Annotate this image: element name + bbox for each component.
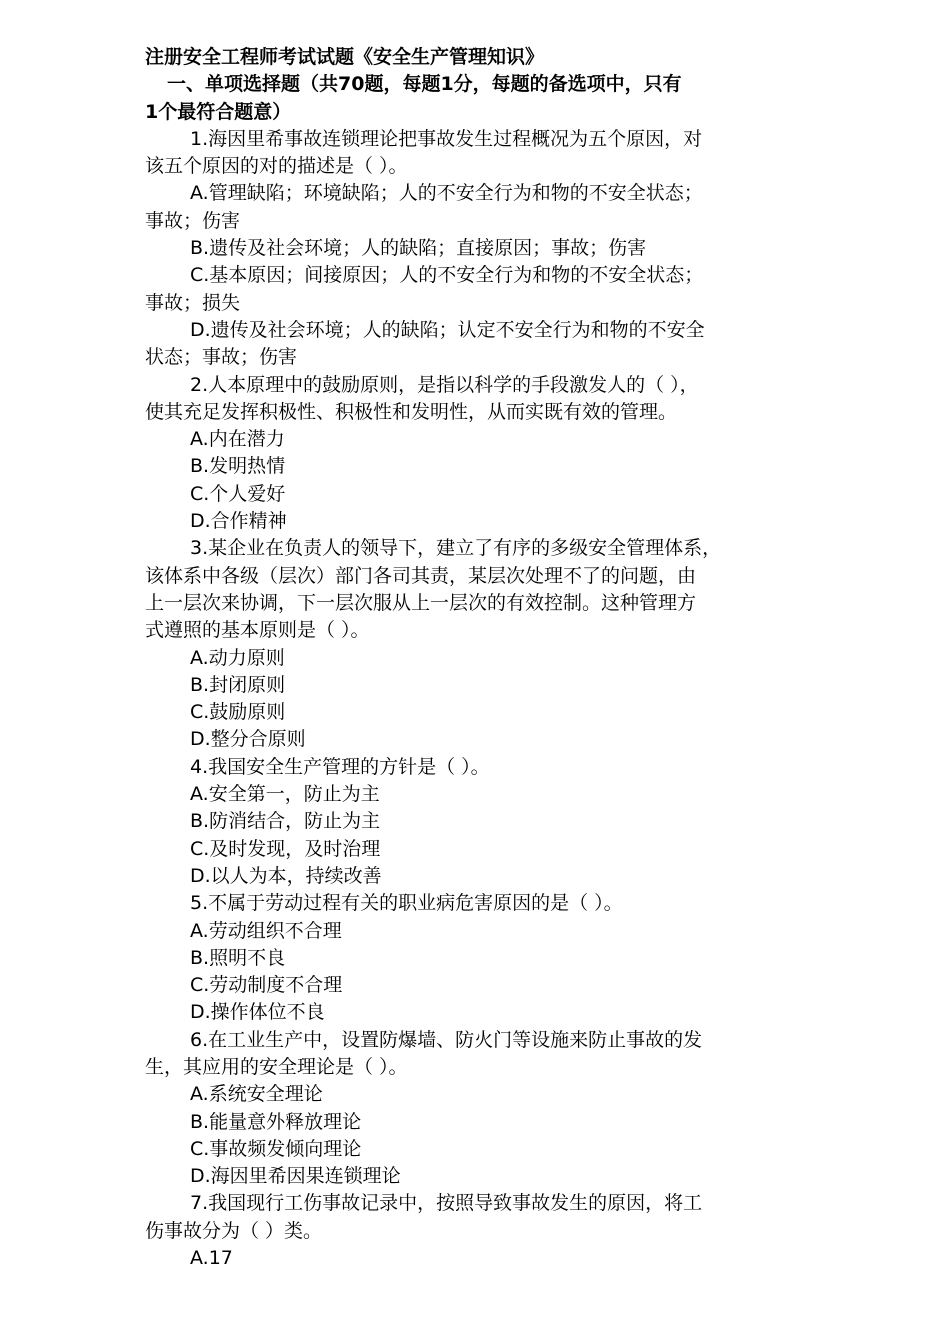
option-text-line: A.17 — [190, 1247, 233, 1270]
option-B — [145, 453, 805, 480]
option-D — [145, 508, 805, 535]
question-stem-line: 使其充足发挥积极性、积极性和发明性，从而实既有效的管理。 — [145, 400, 678, 423]
option-text-line: 事故；伤害 — [145, 209, 241, 232]
option-A — [145, 781, 805, 808]
option-text-line: 状态；事故；伤害 — [145, 346, 298, 369]
question-stem-line: 6.在工业生产中，设置防爆墙、防火门等设施来防止事故的发 — [190, 1028, 703, 1051]
option-text-line: B.照明不良 — [190, 946, 286, 969]
question-3 — [145, 535, 805, 753]
option-D — [145, 726, 805, 753]
option-text-line: D.以人为本，持续改善 — [190, 864, 382, 887]
option-B — [145, 808, 805, 835]
option-text-line: B.封闭原则 — [190, 673, 286, 696]
question-stem-line: 4.我国安全生产管理的方针是（ ）。 — [190, 755, 490, 778]
option-text-line: B.防消结合，防止为主 — [190, 810, 381, 833]
option-C — [145, 262, 805, 317]
option-text-line: A.安全第一，防止为主 — [190, 783, 380, 806]
option-B — [145, 235, 805, 262]
option-A — [145, 426, 805, 453]
question-stem-line: 生，其应用的安全理论是（ ）。 — [145, 1055, 408, 1078]
option-text-line: B.遗传及社会环境；人的缺陷；直接原因；事故；伤害 — [190, 237, 647, 260]
option-A — [145, 1081, 805, 1108]
section-heading-line-1: 一、单项选择题（共70题，每题1分，每题的备选项中，只有 — [167, 73, 682, 96]
document-page — [145, 44, 805, 1272]
option-text-line: C.及时发现，及时治理 — [190, 837, 381, 860]
option-text-line: C.基本原因；间接原因；人的不安全行为和物的不安全状态； — [190, 264, 704, 287]
question-stem-line: 5.不属于劳动过程有关的职业病危害原因的是（ ）。 — [190, 892, 623, 915]
option-text-line: B.能量意外释放理论 — [190, 1110, 362, 1133]
option-text-line: A.内在潜力 — [190, 428, 285, 451]
option-text-line: C.劳动制度不合理 — [190, 974, 343, 997]
question-2 — [145, 372, 805, 536]
question-4 — [145, 754, 805, 890]
option-A — [145, 645, 805, 672]
option-text-line: 事故；损失 — [145, 291, 241, 314]
option-A — [145, 180, 805, 235]
option-text-line: D.合作精神 — [190, 510, 287, 533]
option-B — [145, 945, 805, 972]
option-text-line: C.鼓励原则 — [190, 701, 286, 724]
question-stem-line: 2.人本原理中的鼓励原则，是指以科学的手段激发人的（ ）， — [190, 373, 699, 396]
question-stem-line: 该五个原因的对的描述是（ ）。 — [145, 155, 408, 178]
option-text-line: D.遗传及社会环境；人的缺陷；认定不安全行为和物的不安全 — [190, 318, 705, 341]
option-text-line: A.动力原则 — [190, 646, 285, 669]
option-D — [145, 863, 805, 890]
option-A — [145, 918, 805, 945]
option-text-line: D.海因里希因果连锁理论 — [190, 1165, 401, 1188]
question-stem-line: 伤事故分为（ ）类。 — [145, 1219, 323, 1242]
option-text-line: A.系统安全理论 — [190, 1083, 323, 1106]
option-B — [145, 672, 805, 699]
question-stem-line: 3.某企业在负责人的领导下，建立了有序的多级安全管理体系， — [190, 537, 722, 560]
question-6 — [145, 1027, 805, 1191]
option-text-line: B.发明热情 — [190, 455, 286, 478]
question-stem-line: 1.海因里希事故连锁理论把事故发生过程概况为五个原因，对 — [190, 127, 703, 150]
question-stem-line: 上一层次来协调，下一层次服从上一层次的有效控制。这种管理方 — [145, 591, 697, 614]
document-title: 注册安全工程师考试试题《安全生产管理知识》 — [145, 46, 545, 68]
option-text-line: C.事故频发倾向理论 — [190, 1137, 362, 1160]
option-C — [145, 481, 805, 508]
option-C — [145, 972, 805, 999]
option-D — [145, 1163, 805, 1190]
option-B — [145, 1109, 805, 1136]
question-list — [145, 126, 805, 1272]
option-A — [145, 1245, 805, 1272]
option-text-line: D.整分合原则 — [190, 728, 306, 751]
question-stem-line: 该体系中各级（层次）部门各司其责，某层次处理不了的问题，由 — [145, 564, 697, 587]
question-1 — [145, 126, 805, 372]
option-C — [145, 1136, 805, 1163]
option-C — [145, 699, 805, 726]
option-text-line: C.个人爱好 — [190, 482, 286, 505]
question-7 — [145, 1190, 805, 1272]
question-stem-line: 式遵照的基本原则是（ ）。 — [145, 619, 370, 642]
option-D — [145, 999, 805, 1026]
section-heading-line-2: 1个最符合题意） — [145, 100, 292, 123]
option-text-line: A.劳动组织不合理 — [190, 919, 342, 942]
option-text-line: D.操作体位不良 — [190, 1001, 325, 1024]
option-D — [145, 317, 805, 372]
question-5 — [145, 890, 805, 1026]
option-text-line: A.管理缺陷；环境缺陷；人的不安全行为和物的不安全状态； — [190, 182, 703, 205]
option-C — [145, 836, 805, 863]
question-stem-line: 7.我国现行工伤事故记录中，按照导致事故发生的原因，将工 — [190, 1192, 703, 1215]
